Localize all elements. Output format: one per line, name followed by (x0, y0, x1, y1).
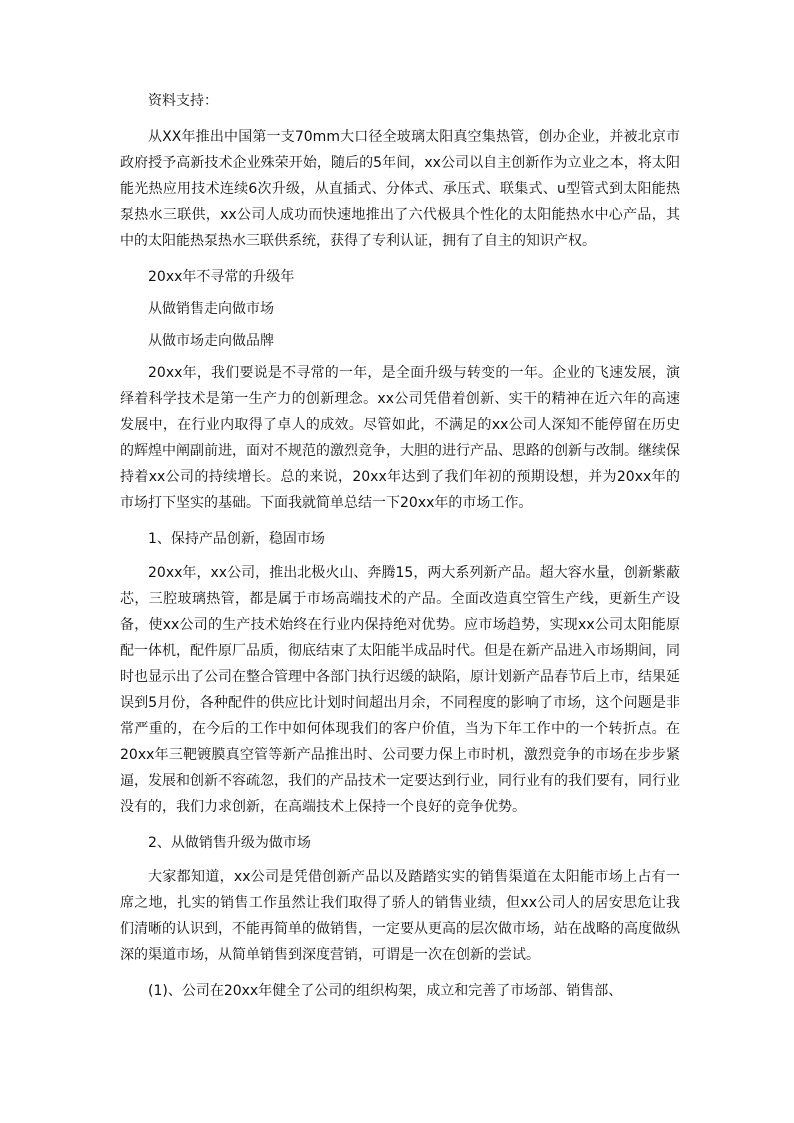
heading-market-to-brand: 从做市场走向做品牌 (148, 333, 274, 349)
paragraph-company-history: 从XX年推出中国第一支70mm大口径全玻璃太阳真空集热管，创办企业，并被北京市政府授予高新技术企业殊荣开始，随后的5年间，xx公司以自主创新作为立业之本，将太阳能光热应用技术连续6次升级，从直插式、分体式、承压式、联集式、u型管式到太阳能热泵热水三联供，xx公司人成功而快速地推出了六代极具个性化的太阳能热水中心产品，其中的太阳能热泵热水三联供系统，获得了专利认证，拥有了自主的知识产权。 (120, 129, 680, 249)
heading-upgrade-year: 20xx年不寻常的升级年 (148, 269, 295, 285)
paragraph-market-upgrade: 大家都知道，xx公司是凭借创新产品以及踏踏实实的销售渠道在太阳能市场上占有一席之地，扎实的销售工作虽然让我们取得了骄人的销售业绩，但xx公司人的居安思危让我们清晰的认识到，不能再简单的做销售，一定要从更高的层次做市场，站在战略的高度做纵深的渠道市场，从简单销售到深度营销，可谓是一次在创新的尝试。 (120, 869, 680, 963)
paragraph-product-innovation: 20xx年，xx公司，推出北极火山、奔腾15，两大系列新产品。超大容水量，创新紫蔽芯，三腔玻璃热管，都是属于市场高端技术的产品。全面改造真空管生产线，更新生产设备，使xx公司的生产技术始终在行业内保持绝对优势。应市场趋势，实现xx公司太阳能原配一体机，配件原厂品质，彻底结束了太阳能半成品时代。但是在新产品进入市场期间，同时也显示出了公司在整合管理中各部门执行迟缓的缺陷，原计划新产品春节后上市，结果延误到5月份，各种配件的供应比计划时间超出月余，不同程度的影响了市场，这个问题是非常严重的，在今后的工作中如何体现我们的客户价值，当为下年工作中的一个转折点。在20xx年三靶镀膜真空管等新产品推出时、公司要力保上市时机，激烈竞争的市场在步步紧逼，发展和创新不容疏忽，我们的产品技术一定要达到行业，同行业有的我们要有，同行业没有的，我们力求创新，在高端技术上保持一个良好的竞争优势。 (120, 565, 680, 815)
paragraph-organization: (1)、公司在20xx年健全了公司的组织构架，成立和完善了市场部、销售部、 (148, 983, 623, 999)
heading-sales-to-market: 从做销售走向做市场 (148, 301, 274, 317)
heading-section-1: 1、保持产品创新，稳固市场 (148, 531, 325, 547)
paragraph-support-label: 资料支持： (148, 93, 218, 109)
paragraph-year-summary: 20xx年，我们要说是不寻常的一年，是全面升级与转变的一年。企业的飞速发展，演绎着科学技术是第一生产力的创新理念。xx公司凭借着创新、实干的精神在近六年的高速发展中，在行业内取得了卓人的成效。尽管如此，不满足的xx公司人深知不能停留在历史的辉煌中阐副前进，面对不规范的激烈竞争，大胆的进行产品、思路的创新与改制。继续保持着xx公司的持续增长。总的来说，20xx年达到了我们年初的预期设想，并为20xx年的市场打下坚实的基础。下面我就简单总结一下20xx年的市场工作。 (120, 365, 680, 511)
document-page (120, 88, 680, 1014)
heading-section-2: 2、从做销售升级为做市场 (148, 835, 311, 851)
